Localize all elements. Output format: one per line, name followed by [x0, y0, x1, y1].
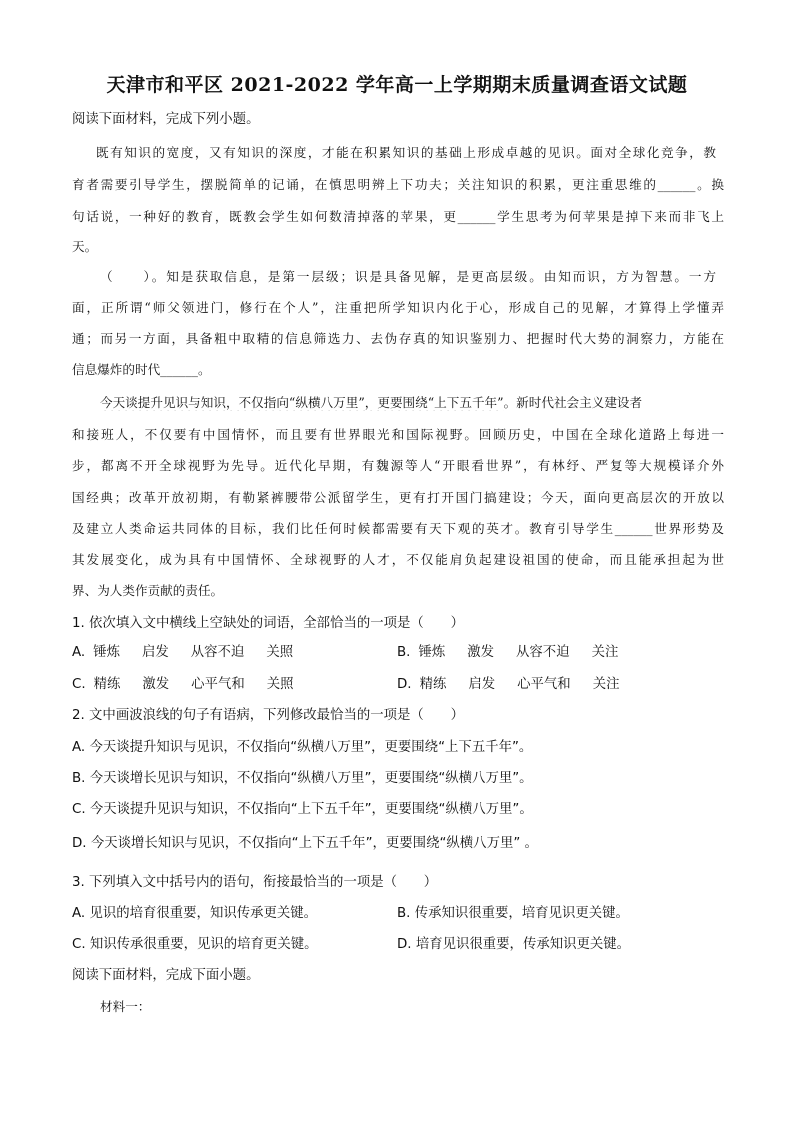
passage-text: 。新时代社会主义建设者 [503, 395, 643, 410]
passage-line: 国经典；改革开放初期，有勒紧裤腰带公派留学生，更有打开国门搞建设；今天，面向更高层次的开放以 [72, 490, 724, 505]
passage-line: 界、为人类作贡献的责任。 [72, 583, 224, 598]
question-3-stem: 3. 下列填入文中括号内的语句，衔接最恰当的一项是（ ） [72, 875, 438, 890]
wavy-underlined-sentence: 今天谈提升见识与知识，不仅指向“纵横八万里”，更要围绕“上下五千年” [100, 395, 504, 410]
question-3-option-a: A. 见识的培育很重要，知识传承更关键。 [72, 906, 318, 921]
material-heading: 材料一： [100, 999, 151, 1014]
passage-line: 其发展变化，成为具有中国情怀、全球视野的人才，不仅能肩负起建设祖国的使命，而且能承担起为世 [72, 552, 724, 567]
passage-line: 和接班人，不仅要有中国情怀，而且要有世界眼光和国际视野。回顾历史，中国在全球化道路上每进一 [72, 427, 724, 442]
passage-line: 句话说，一种好的教育，既教会学生如何数清掉落的苹果，更______学生思考为何苹果是掉下来而非飞上 [72, 209, 724, 224]
question-1-option-a: A. 锤炼 启发 从容不迫 关照 [72, 645, 294, 660]
question-3-option-c: C. 知识传承很重要，见识的培育更关键。 [72, 937, 318, 952]
question-2-option-d: D. 今天谈增长知识与见识，不仅指向“上下五千年”，更要围绕“纵横八万里” 。 [72, 836, 538, 851]
question-1-option-b: B. 锤炼 激发 从容不迫 关注 [397, 645, 619, 660]
question-2-option-c: C. 今天谈提升见识与知识，不仅指向“上下五千年”，更要围绕“纵横八万里”。 [72, 802, 533, 817]
question-1-option-c: C. 精练 激发 心平气和 关照 [72, 677, 294, 692]
passage-line: 既有知识的宽度，又有知识的深度，才能在积累知识的基础上形成卓越的见识。面对全球化竞争，教 [96, 145, 716, 160]
passage-line: 育者需要引导学生，摆脱简单的记诵，在慎思明辨上下功夫；关注知识的积累，更注重思维的______。换 [72, 177, 724, 192]
question-1-option-d: D. 精练 启发 心平气和 关注 [397, 677, 620, 692]
reading-instruction: 阅读下面材料，完成下面小题。 [72, 968, 260, 983]
passage-line: （ ）。知是获取信息，是第一层级；识是具备见解，是更高层级。由知而识，方为智慧。一方 [100, 269, 716, 284]
passage-line: 步，都离不开全球视野为先导。近代化早期，有魏源等人“开眼看世界”，有林纾、严复等大规模译介外 [72, 458, 724, 473]
question-3-option-b: B. 传承知识很重要，培育见识更关键。 [397, 906, 629, 921]
page-title: 天津市和平区 2021-2022 学年高一上学期期末质量调查语文试题 [106, 74, 688, 96]
question-2-stem: 2. 文中画波浪线的句子有语病，下列修改最恰当的一项是（ ） [72, 708, 464, 723]
passage-line: 信息爆炸的时代______。 [72, 362, 211, 377]
passage-line: 通；而另一方面，具备粗中取精的信息筛选力、去伪存真的知识鉴别力、把握时代大势的洞察力，方能在 [72, 331, 724, 346]
question-3-option-d: D. 培育见识很重要，传承知识更关键。 [397, 937, 631, 952]
question-1-stem: 1. 依次填入文中横线上空缺处的词语，全部恰当的一项是（ ） [72, 616, 464, 631]
passage-line: 天。 [72, 239, 98, 254]
passage-line: 面，正所谓“师父领进门，修行在个人”，注重把所学知识内化于心，形成自己的见解，才算得上学懂弄 [72, 300, 724, 315]
passage-line [100, 392, 716, 411]
reading-instruction: 阅读下面材料，完成下列小题。 [72, 112, 260, 127]
question-2-option-a: A. 今天谈提升知识与见识，不仅指向“纵横八万里”，更要围绕“上下五千年”。 [72, 740, 533, 755]
question-2-option-b: B. 今天谈增长见识与知识，不仅指向“纵横八万里”，更要围绕“纵横八万里”。 [72, 771, 533, 786]
passage-line: 及建立人类命运共同体的目标，我们比任何时候都需要有天下观的英才。教育引导学生______世界形势及 [72, 521, 724, 536]
